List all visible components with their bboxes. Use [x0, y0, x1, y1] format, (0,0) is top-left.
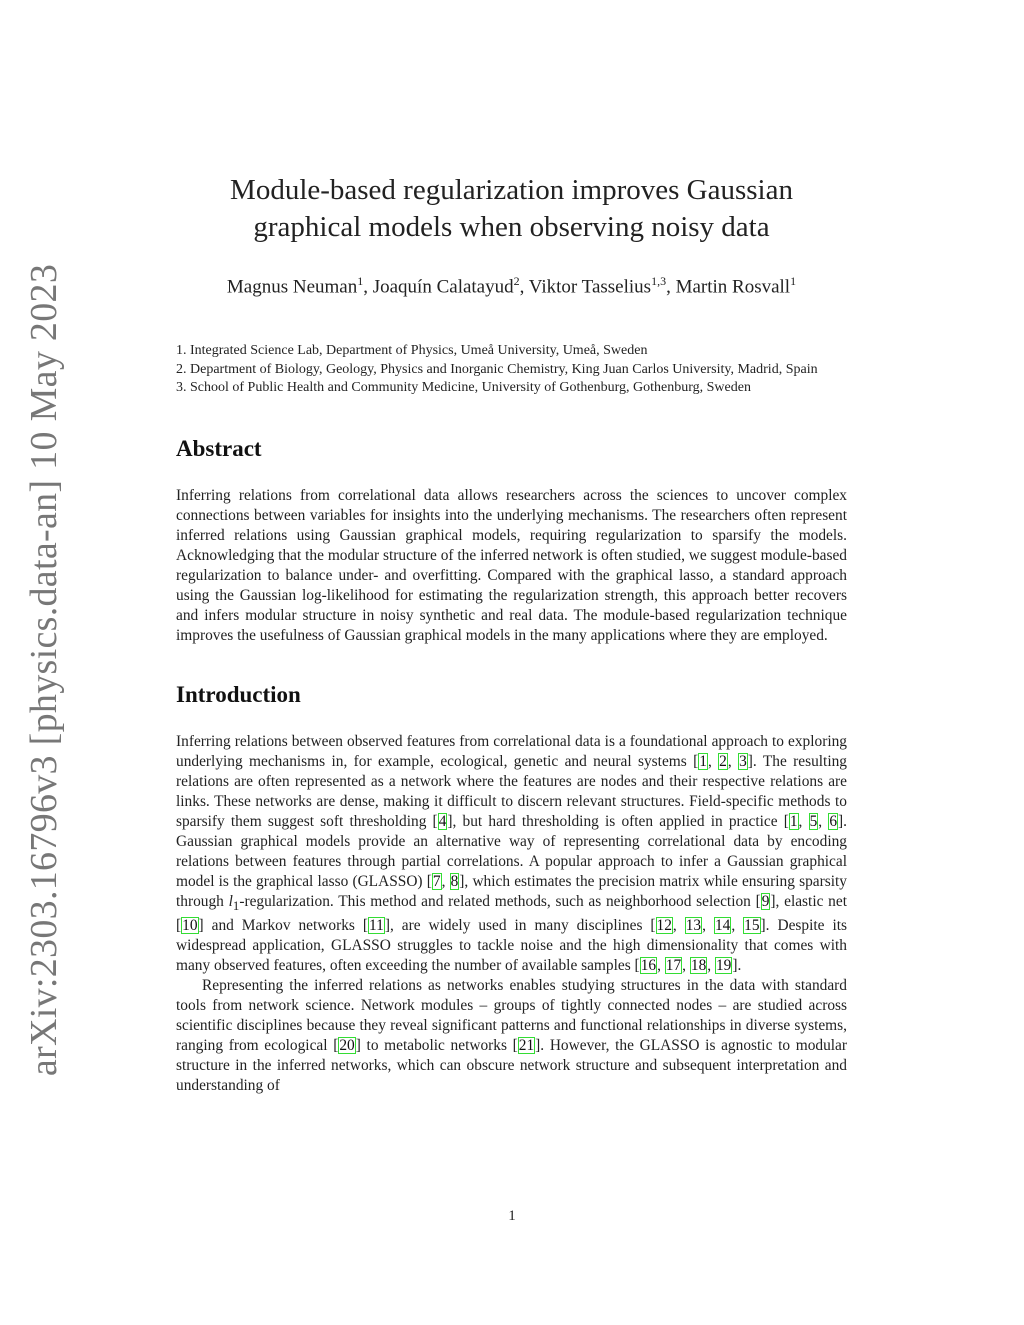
- citation-link[interactable]: 20: [339, 1036, 355, 1054]
- title-line-2: graphical models when observing noisy data: [253, 211, 770, 243]
- text-run: ]. The resulting relations are often represented as a network where the features are nodes and their respective relations are links. These networks are dense, making it difficult to discern relevant structures. Field-specific methods to sparsify them suggest soft thresholding [: [176, 752, 847, 830]
- citation-link[interactable]: 13: [685, 916, 702, 934]
- title-line-1: Module-based regularization improves Gaussian: [230, 174, 793, 206]
- arxiv-identifier[interactable]: arXiv:2303.16796v3 [physics.data-an] 10 May 2023: [23, 263, 65, 1077]
- citation-link[interactable]: 8: [450, 872, 459, 890]
- text-run: ], elastic net [: [176, 892, 847, 934]
- text-run: ]. Gaussian graphical models provide an alternative way of representing correlational data by encoding relations between features through partial correlations. A popular approach to infer a Gaussian graphical model is the graphical lasso (GLASSO) [: [176, 812, 847, 890]
- text-run: ,: [682, 956, 690, 974]
- text-run: ]. Despite its widespread application, GLASSO struggles to tackle noise and the high dimensionality that comes with many observed features, often exceeding the number of available samples [: [176, 916, 847, 974]
- text-run: ,: [702, 916, 714, 934]
- author-name: Joaquín Calatayud: [372, 276, 514, 298]
- citation-link[interactable]: 16: [640, 956, 657, 974]
- author-affil-sup: 1: [790, 274, 797, 288]
- text-run: ,: [441, 872, 450, 890]
- author-list: Magnus Neuman$^1$, Joaquín Calatayud$^2$, Viktor Tasselius$^{1,3}$, Martin Rosvall$^1$: [226, 274, 797, 298]
- text-run: ], but hard thresholding is often applied in practice [: [447, 812, 789, 830]
- author-affil-sup: 1,3: [651, 274, 667, 288]
- affiliation-2: 2. Department of Biology, Geology, Physics and Inorganic Chemistry, King Juan Carlos University, Madrid, Spain: [176, 361, 818, 377]
- paper-page: [176, 172, 847, 1096]
- affiliation-3: 3. School of Public Health and Community Medicine, University of Gothenburg, Gothenburg, Sweden: [176, 380, 751, 396]
- intro-paragraph-2: [176, 976, 847, 1096]
- citation-link[interactable]: 18: [690, 956, 707, 974]
- author-name: Magnus Neuman: [226, 276, 358, 298]
- text-run: ,: [798, 812, 809, 830]
- citation-link[interactable]: 17: [665, 956, 682, 974]
- text-run: ]. However, the GLASSO is agnostic to modular structure in the inferred networks, which can obscure network structure and subsequent interpretation and understanding of: [176, 1036, 848, 1094]
- arxiv-sidebar: [23, 263, 65, 1077]
- author-affil-sup: 1: [357, 274, 364, 288]
- text-run: Representing the inferred relations as networks enables studying structures in the data with standard tools from network science. Network modules – groups of tightly connected nodes – are studied across scientific disciplines because they reveal significant patterns and functional relationships in diverse systems, ranging from ecological [: [176, 976, 847, 1054]
- citation-link[interactable]: 9: [761, 892, 770, 910]
- text-run: ], which estimates the precision matrix while ensuring sparsity through: [176, 872, 848, 910]
- text-run: -regularization. This method and related methods, such as neighborhood selection [: [239, 892, 761, 910]
- citation-link[interactable]: 1: [699, 752, 707, 770]
- l1-subscript: 1: [232, 898, 240, 913]
- text-run: ,: [707, 956, 715, 974]
- citation-link[interactable]: 15: [744, 916, 760, 934]
- text-run: ,: [727, 752, 739, 770]
- text-run: ,: [731, 916, 744, 934]
- l1-symbol: l: [228, 892, 233, 910]
- citation-link[interactable]: 19: [715, 956, 732, 974]
- text-run: ,: [818, 812, 829, 830]
- citation-link[interactable]: 21: [518, 1036, 535, 1054]
- citation-link[interactable]: 2: [719, 752, 727, 770]
- author-name: Viktor Tasselius: [528, 276, 652, 298]
- author-affil-sup: 2: [513, 274, 520, 288]
- affiliation-1: 1. Integrated Science Lab, Department of Physics, Umeå University, Umeå, Sweden: [176, 343, 648, 359]
- citation-link[interactable]: 6: [829, 812, 838, 830]
- citation-link[interactable]: 12: [656, 916, 672, 934]
- intro-paragraph-1: [176, 732, 847, 976]
- citation-link[interactable]: 7: [432, 872, 441, 890]
- text-run: ,: [672, 916, 685, 934]
- page-number: 1: [508, 1208, 516, 1224]
- citation-link[interactable]: 11: [369, 916, 384, 934]
- citation-link[interactable]: 10: [182, 916, 198, 934]
- text-run: ] and Markov networks [: [198, 916, 368, 934]
- citation-link[interactable]: 14: [714, 916, 731, 934]
- author-name: Martin Rosvall: [675, 276, 791, 298]
- citation-link[interactable]: 5: [809, 812, 818, 830]
- introduction-heading: Introduction: [176, 681, 301, 707]
- text-run: ,: [657, 956, 665, 974]
- abstract-text: Inferring relations from correlational data allows researchers across the sciences to uncover complex connections between variables for insights into the underlying mechanisms. The researchers often represent inferred relations using Gaussian graphical models, requiring regularization to sparsify the models. Acknowledging that the modular structure of the inferred network is often studied, we suggest module-based regularization to balance under- and overfitting. Compared with the graphical lasso, a standard approach using the Gaussian log-likelihood for estimating the regularization strength, this approach better recovers and infers modular structure in noisy synthetic and real data. The module-based regularization technique improves the usefulness of Gaussian graphical models in the many applications where they are employed.: [176, 486, 847, 644]
- citation-link[interactable]: 1: [789, 812, 798, 830]
- text-run: ], are widely used in many disciplines [: [384, 916, 656, 934]
- affiliations: [176, 342, 847, 398]
- text-run: ,: [707, 752, 719, 770]
- text-run: ] to metabolic networks [: [355, 1036, 518, 1054]
- paper-title: [176, 172, 847, 246]
- citation-link[interactable]: 3: [739, 752, 747, 770]
- abstract-heading: Abstract: [176, 435, 262, 461]
- text-run: Inferring relations between observed features from correlational data is a foundational approach to exploring underlying mechanisms in, for example, ecological, genetic and neural systems [: [176, 732, 847, 770]
- text-run: ].: [732, 956, 742, 974]
- citation-link[interactable]: 4: [438, 812, 447, 830]
